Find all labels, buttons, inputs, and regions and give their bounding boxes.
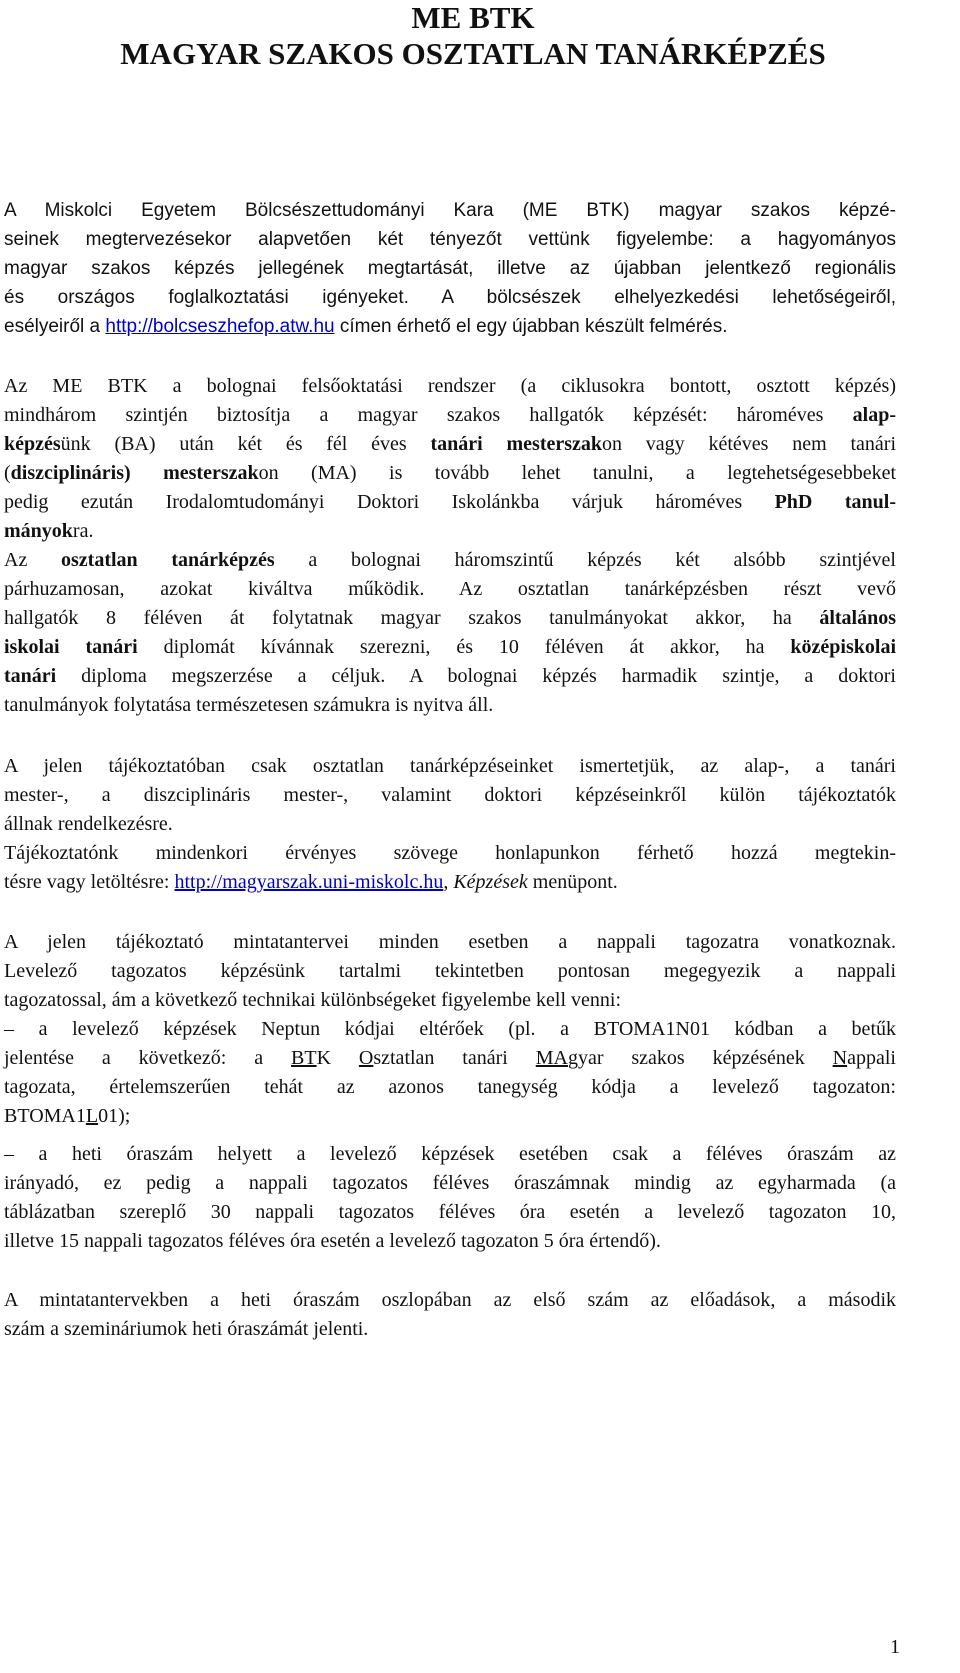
- paragraph-line: hallgatók 8 féléven át folytatnak magyar szakos tanulmányokat akkor, ha általános: [4, 607, 896, 629]
- paragraph-line: mindhárom szintjén biztosítja a magyar szakos hallgatók képzését: hároméves alap-: [4, 404, 896, 426]
- paragraph-line: párhuzamosan, azokat kiváltva működik. Az osztatlan tanárképzésben részt vevő: [4, 578, 896, 600]
- paragraph-line: tagozata, értelemszerűen tehát az azonos tanegység kódja a levelező tagozaton:: [4, 1076, 896, 1098]
- paragraph-line: tagozatossal, ám a következő technikai különbségeket figyelembe kell venni:: [4, 989, 622, 1011]
- paragraph-line: esélyeiről a http://bolcseszhefop.atw.hu címen érhető el egy újabban készült felmérés.: [4, 316, 728, 337]
- page-number: 1: [890, 1636, 900, 1658]
- paragraph-line: BTOMA1L01);: [4, 1105, 131, 1127]
- paragraph-line: – a heti óraszám helyett a levelező képzések esetében csak a féléves óraszám az: [4, 1143, 896, 1165]
- paragraph-line: állnak rendelkezésre.: [4, 813, 173, 835]
- paragraph-line: tanulmányok folytatása természetesen számukra is nyitva áll.: [4, 694, 494, 716]
- paragraph-line: tésre vagy letöltésre: http://magyarszak.uni-miskolc.hu, Képzések menüpont.: [4, 871, 618, 893]
- paragraph-line: szám a szemináriumok heti óraszámát jelenti.: [4, 1318, 369, 1340]
- paragraph-line: Tájékoztatónk mindenkori érvényes szövege honlapunkon férhető hozzá megtekin-: [4, 842, 896, 864]
- paragraph-line: és országos foglalkoztatási igényeket. A bölcsészek elhelyezkedési lehetőségeiről,: [4, 287, 896, 308]
- paragraph-line: A mintatantervekben a heti óraszám oszlopában az első szám az előadások, a második: [4, 1289, 896, 1311]
- paragraph-line: tanári diploma megszerzése a céljuk. A bolognai képzés harmadik szintje, a doktori: [4, 665, 896, 687]
- paragraph-line: Levelező tagozatos képzésünk tartalmi tekintetben pontosan megegyezik a nappali: [4, 960, 896, 982]
- paragraph-line: (diszciplináris) mesterszakon (MA) is tovább lehet tanulni, a legtehetségesebbeket: [4, 462, 896, 484]
- paragraph-line: illetve 15 nappali tagozatos féléves óra esetén a levelező tagozaton 5 óra értendő).: [4, 1230, 661, 1252]
- paragraph-line: – a levelező képzések Neptun kódjai eltérőek (pl. a BTOMA1N01 kódban a betűk: [4, 1018, 896, 1040]
- paragraph-line: magyar szakos képzés jellegének megtartását, illetve az újabban jelentkező regionális: [4, 258, 896, 279]
- paragraph-line: seinek megtervezésekor alapvetően két tényezőt vettünk figyelembe: a hagyományos: [4, 229, 896, 250]
- paragraph-line: A jelen tájékoztató mintatantervei minden esetben a nappali tagozatra vonatkoznak.: [4, 931, 896, 953]
- paragraph-line: táblázatban szereplő 30 nappali tagozatos féléves óra esetén a levelező tagozaton 10,: [4, 1201, 896, 1223]
- bolcseszhefop-link[interactable]: http://bolcseszhefop.atw.hu: [105, 316, 335, 337]
- paragraph-line: iskolai tanári diplomát kívánnak szerezni, és 10 féléven át akkor, ha középiskolai: [4, 636, 896, 658]
- paragraph-line: irányadó, ez pedig a nappali tagozatos féléves óraszámnak mindig az egyharmada (a: [4, 1172, 896, 1194]
- paragraph-line: képzésünk (BA) után két és fél éves tanári mesterszakon vagy kétéves nem tanári: [4, 433, 896, 455]
- paragraph-line: mester-, a diszciplináris mester-, valamint doktori képzéseinkről külön tájékoztatók: [4, 784, 896, 806]
- paragraph-line: Az osztatlan tanárképzés a bolognai háromszintű képzés két alsóbb szintjével: [4, 549, 896, 571]
- magyarszak-link[interactable]: http://magyarszak.uni-miskolc.hu: [174, 871, 444, 893]
- paragraph-line: pedig ezután Irodalomtudományi Doktori Iskolánkba várjuk hároméves PhD tanul-: [4, 491, 896, 513]
- paragraph-line: jelentése a következő: a BTK Osztatlan tanári MAgyar szakos képzésének Nappali: [4, 1047, 896, 1069]
- paragraph-line: A Miskolci Egyetem Bölcsészettudományi Kara (ME BTK) magyar szakos képzé-: [4, 200, 896, 221]
- paragraph-line: Az ME BTK a bolognai felsőoktatási rendszer (a ciklusokra bontott, osztott képzés): [4, 375, 896, 397]
- page-title-line-1: ME BTK: [411, 0, 535, 35]
- paragraph-line: mányokra.: [4, 520, 94, 542]
- paragraph-line: A jelen tájékoztatóban csak osztatlan tanárképzéseinket ismertetjük, az alap-, a tanári: [4, 755, 896, 777]
- page-title-line-2: MAGYAR SZAKOS OSZTATLAN TANÁRKÉPZÉS: [120, 36, 826, 71]
